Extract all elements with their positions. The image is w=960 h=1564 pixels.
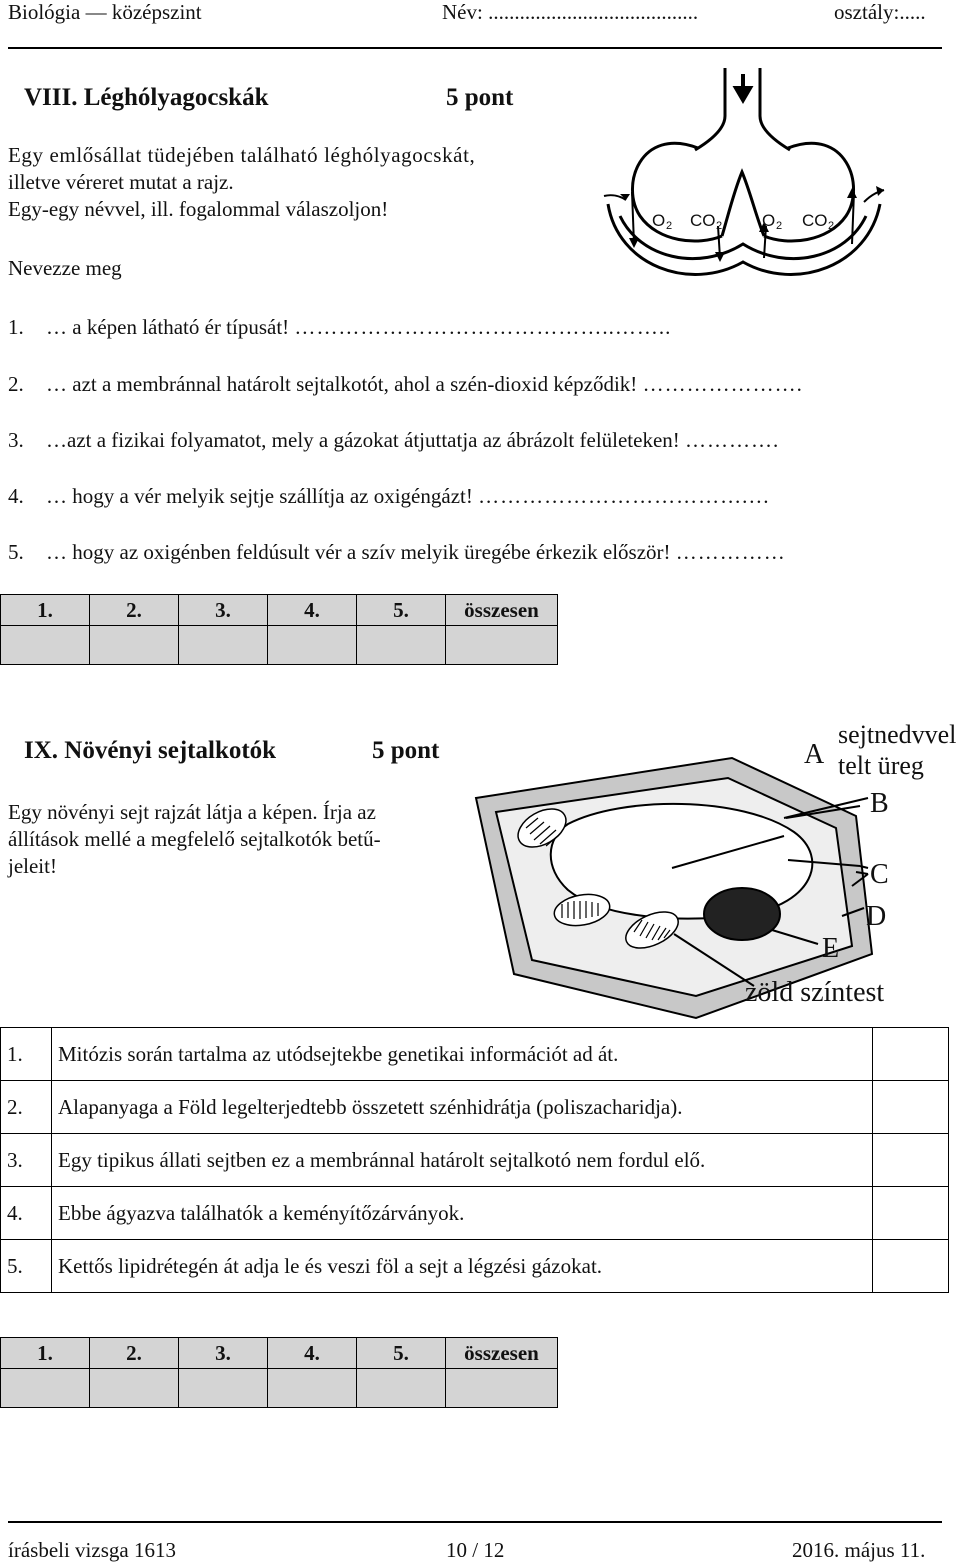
answer-blank[interactable]: …………. xyxy=(685,428,780,452)
section8-intro-3: Egy-egy névvel, ill. fogalommal válaszoljon! xyxy=(8,197,389,221)
diagram-label-co2-1-sub: 2 xyxy=(716,220,723,232)
question-number: 1. xyxy=(8,315,24,339)
question-4 xyxy=(8,484,770,509)
statement-text: Egy tipikus állati sejtben ez a membránnal határolt sejtalkotó nem fordul elő. xyxy=(52,1134,873,1187)
cell-label-A-text-2: telt üreg xyxy=(838,751,924,780)
statement-answer-cell[interactable] xyxy=(873,1240,949,1293)
score-cell[interactable] xyxy=(268,1369,357,1408)
cell-label-D: D xyxy=(866,901,887,932)
question-text: …azt a fizikai folyamatot, mely a gázokat átjuttatja az ábrázolt felületeken! xyxy=(46,428,680,452)
score-header: 3. xyxy=(179,595,268,626)
statement-row xyxy=(1,1028,949,1081)
section9-intro-3: jeleit! xyxy=(8,854,57,878)
statement-text: Ebbe ágyazva találhatók a keményítőzárványok. xyxy=(52,1187,873,1240)
statement-answer-cell[interactable] xyxy=(873,1028,949,1081)
footer-rule xyxy=(8,1521,942,1523)
cell-label-C: C xyxy=(870,859,889,890)
answer-blank[interactable]: ……………………………………..…….. xyxy=(294,315,672,339)
diagram-label-o2-1-sub: 2 xyxy=(666,220,673,232)
cell-label-E: E xyxy=(822,933,840,964)
score-cell[interactable] xyxy=(179,626,268,665)
section8-intro-2: illetve véreret mutat a rajz. xyxy=(8,170,234,194)
answer-blank[interactable]: …………… xyxy=(675,540,786,564)
score-header: 5. xyxy=(357,595,446,626)
answer-blank[interactable]: ……………………………….… xyxy=(478,484,771,508)
cell-label-B: B xyxy=(870,788,889,819)
score-cell[interactable] xyxy=(446,1369,558,1408)
question-text: … azt a membránnal határolt sejtalkotót, ahol a szén-dioxid képződik! xyxy=(46,372,638,396)
score-header: 1. xyxy=(1,1338,90,1369)
header-rule xyxy=(8,47,942,49)
header-subject: Biológia — középszint xyxy=(8,0,202,24)
section8-title: VIII. Léghólyagocskák xyxy=(24,84,269,111)
score-header: 4. xyxy=(268,595,357,626)
score-header: összesen xyxy=(446,595,558,626)
statement-number: 5. xyxy=(1,1240,52,1293)
score-header: 2. xyxy=(90,595,179,626)
score-header: 3. xyxy=(179,1338,268,1369)
section9-intro-2: állítások mellé a megfelelő sejtalkotók betű- xyxy=(8,827,381,851)
score-cell[interactable] xyxy=(90,626,179,665)
statement-row xyxy=(1,1187,949,1240)
cell-label-green: zöld színtest xyxy=(745,977,885,1008)
cell-label-A-text-1: sejtnedvvel xyxy=(838,720,957,749)
score-header: összesen xyxy=(446,1338,558,1369)
question-number: 5. xyxy=(8,540,24,564)
section8-intro-1: Egy emlősállat tüdejében található léghólyagocskát, xyxy=(8,143,476,167)
section9-points: 5 pont xyxy=(372,737,440,764)
section9-statements-table xyxy=(0,1027,949,1293)
section8-nevezze: Nevezze meg xyxy=(8,256,122,280)
section8-score-table xyxy=(0,594,558,665)
score-cell[interactable] xyxy=(179,1369,268,1408)
question-number: 2. xyxy=(8,372,24,396)
question-3 xyxy=(8,428,779,453)
section9-score-table xyxy=(0,1337,558,1408)
score-header: 1. xyxy=(1,595,90,626)
footer-page-number: 10 / 12 xyxy=(446,1538,505,1562)
score-cell[interactable] xyxy=(268,626,357,665)
score-cell[interactable] xyxy=(446,626,558,665)
header-name-field: Név: ........................................ xyxy=(442,0,699,24)
diagram-label-co2-2-sub: 2 xyxy=(828,220,835,232)
score-header: 4. xyxy=(268,1338,357,1369)
footer-left: írásbeli vizsga 1613 xyxy=(8,1538,176,1562)
score-cell[interactable] xyxy=(1,626,90,665)
statement-row xyxy=(1,1134,949,1187)
cell-label-A: A xyxy=(804,739,825,770)
diagram-label-o2-2-sub: 2 xyxy=(776,220,783,232)
diagram-label-o2-2: O xyxy=(762,211,776,230)
statement-row xyxy=(1,1081,949,1134)
section8-points: 5 pont xyxy=(446,84,514,111)
diagram-label-o2-1: O xyxy=(652,211,666,230)
footer-date: 2016. május 11. xyxy=(792,1538,926,1562)
diagram-label-co2-1: CO xyxy=(690,211,716,230)
statement-text: Alapanyaga a Föld legelterjedtebb összetett szénhidrátja (poliszacharidja). xyxy=(52,1081,873,1134)
question-number: 3. xyxy=(8,428,24,452)
question-text: … hogy a vér melyik sejtje szállítja az oxigéngázt! xyxy=(46,484,473,508)
section9-intro-1: Egy növényi sejt rajzát látja a képen. Írja az xyxy=(8,800,376,824)
score-header: 5. xyxy=(357,1338,446,1369)
question-text: … hogy az oxigénben feldúsult vér a szív melyik üregébe érkezik először! xyxy=(46,540,671,564)
alveolus-diagram xyxy=(600,66,890,298)
section9-title: IX. Növényi sejtalkotók xyxy=(24,737,277,764)
statement-answer-cell[interactable] xyxy=(873,1134,949,1187)
statement-text: Kettős lipidrétegén át adja le és veszi föl a sejt a légzési gázokat. xyxy=(52,1240,873,1293)
statement-answer-cell[interactable] xyxy=(873,1081,949,1134)
statement-number: 4. xyxy=(1,1187,52,1240)
question-text: … a képen látható ér típusát! xyxy=(46,315,290,339)
statement-answer-cell[interactable] xyxy=(873,1187,949,1240)
score-header: 2. xyxy=(90,1338,179,1369)
question-2 xyxy=(8,372,803,397)
statement-number: 3. xyxy=(1,1134,52,1187)
score-cell[interactable] xyxy=(357,626,446,665)
question-5 xyxy=(8,540,786,565)
question-number: 4. xyxy=(8,484,24,508)
statement-text: Mitózis során tartalma az utódsejtekbe genetikai információt ad át. xyxy=(52,1028,873,1081)
score-cell[interactable] xyxy=(90,1369,179,1408)
score-cell[interactable] xyxy=(1,1369,90,1408)
question-1 xyxy=(8,315,671,340)
statement-number: 2. xyxy=(1,1081,52,1134)
diagram-label-co2-2: CO xyxy=(802,211,828,230)
statement-row xyxy=(1,1240,949,1293)
score-cell[interactable] xyxy=(357,1369,446,1408)
statement-number: 1. xyxy=(1,1028,52,1081)
header-class-field: osztály:..... xyxy=(834,0,926,24)
answer-blank[interactable]: …………………. xyxy=(642,372,803,396)
